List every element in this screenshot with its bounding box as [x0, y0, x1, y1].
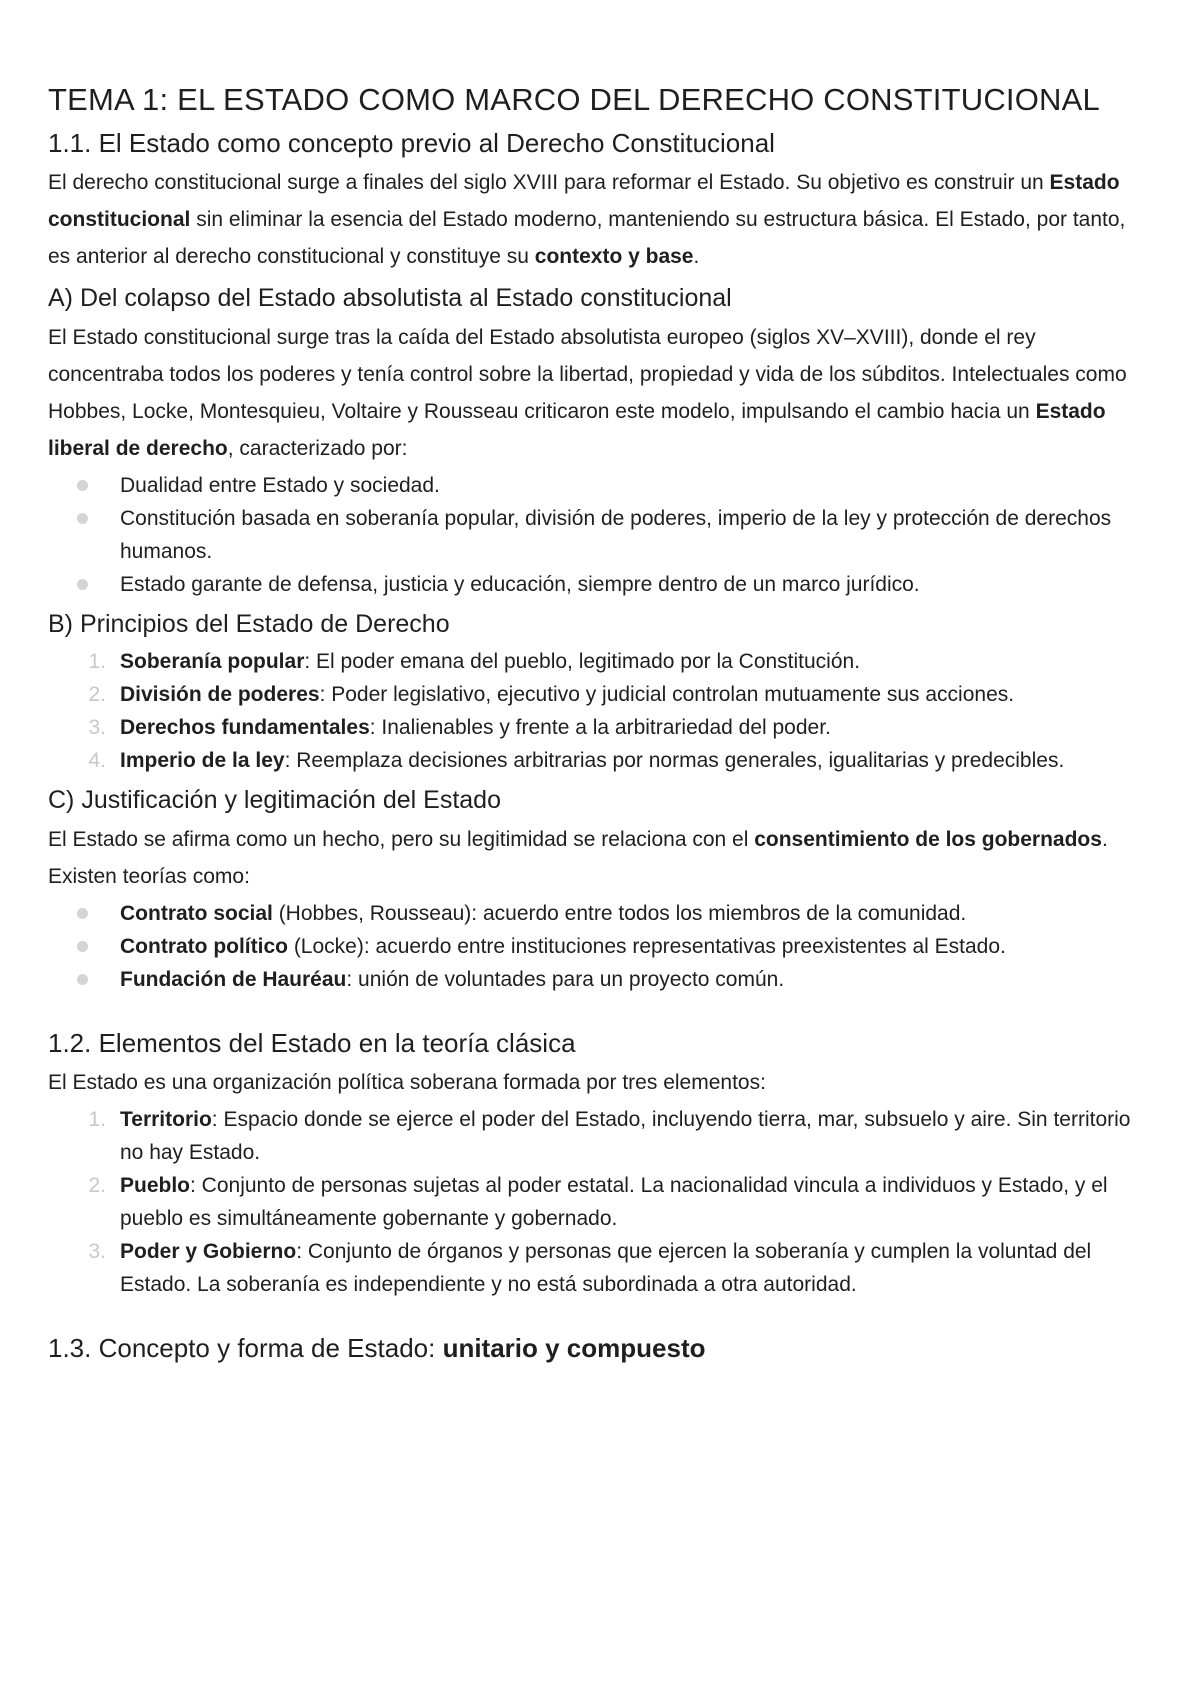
subsection-heading: C) Justificación y legitimación del Estado — [48, 786, 501, 814]
paragraph — [48, 319, 1152, 467]
section-heading: 1.2. Elementos del Estado en la teoría clásica — [48, 1028, 576, 1058]
list-item — [88, 1235, 1152, 1301]
bold-text: consentimiento de los gobernados — [754, 828, 1102, 851]
text: El Estado constitucional surge tras la caída del Estado absolutista europeo (siglos XV–XVIII), donde el rey concentraba todos los poderes y tenía control sobre la libertad, propiedad y vida de los súbditos. Intelectuales como Hobbes, Locke, Montesquieu, Voltaire y Rousseau criticaron este modelo, impulsando el cambio hacia un — [48, 326, 1127, 423]
list-number: 1. — [88, 650, 106, 673]
list-number: 3. — [88, 1240, 106, 1263]
subsection-heading: B) Principios del Estado de Derecho — [48, 610, 450, 638]
list-term: Soberanía popular — [120, 650, 305, 673]
list-term: Poder y Gobierno — [120, 1240, 297, 1263]
list-text: : Reemplaza decisiones arbitrarias por normas generales, igualitarias y predecibles. — [284, 749, 1065, 772]
list-text: : unión de voluntades para un proyecto común. — [346, 968, 785, 991]
text: El derecho constitucional surge a finales del siglo XVIII para reformar el Estado. Su objetivo es construir un — [48, 171, 1050, 194]
list-number: 3. — [88, 716, 106, 739]
list-term: Imperio de la ley — [120, 749, 285, 772]
list-number: 2. — [88, 683, 106, 706]
paragraph — [48, 821, 1152, 895]
list-item: Estado garante de defensa, justicia y educación, siempre dentro de un marco jurídico. — [120, 568, 1152, 601]
heading-bold-text: unitario y compuesto — [442, 1333, 706, 1363]
bullet-list — [48, 469, 1152, 601]
text: sin eliminar la esencia del Estado moderno, manteniendo su estructura básica. El Estado, por tanto, es anterior al derecho constitucional y constituye su — [48, 208, 1126, 268]
subsection-c — [48, 783, 1152, 996]
numbered-list — [48, 645, 1152, 777]
section-1-3 — [48, 1331, 1152, 1365]
list-item: Constitución basada en soberanía popular, división de poderes, imperio de la ley y protección de derechos humanos. — [120, 502, 1152, 568]
document-title: TEMA 1: EL ESTADO COMO MARCO DEL DERECHO CONSTITUCIONAL — [48, 82, 1100, 117]
text: , caracterizado por: — [227, 437, 408, 460]
list-text: : Conjunto de órganos y personas que ejercen la soberanía y cumplen la voluntad del Estado. La soberanía es independiente y no está subordinada a otra autoridad. — [120, 1240, 1092, 1296]
list-text: : Espacio donde se ejerce el poder del Estado, incluyendo tierra, mar, subsuelo y aire. Sin territorio no hay Estado. — [120, 1108, 1131, 1164]
list-item — [120, 963, 1152, 996]
list-text: : El poder emana del pueblo, legitimado por la Constitución. — [304, 650, 861, 673]
list-item — [120, 897, 1152, 930]
list-item — [88, 1169, 1152, 1235]
list-item: Dualidad entre Estado y sociedad. — [120, 469, 1152, 502]
subsection-a — [48, 281, 1152, 601]
text: . — [693, 245, 700, 268]
list-number: 1. — [88, 1108, 106, 1131]
bold-text: contexto y base — [534, 245, 694, 268]
section-1-2 — [48, 1026, 1152, 1301]
section-heading — [48, 1331, 1152, 1365]
numbered-list — [48, 1103, 1152, 1301]
list-item — [120, 930, 1152, 963]
list-text: (Hobbes, Rousseau): acuerdo entre todos los miembros de la comunidad. — [272, 902, 967, 925]
list-item — [88, 711, 1152, 744]
heading-text: 1.3. Concepto y forma de Estado: — [48, 1333, 443, 1363]
list-term: Contrato social — [120, 902, 273, 925]
list-term: Pueblo — [120, 1174, 191, 1197]
list-term: División de poderes — [120, 683, 320, 706]
bold-text: Estado liberal de derecho — [48, 400, 1106, 460]
list-text: : Conjunto de personas sujetas al poder estatal. La nacionalidad vincula a individuos y Estado, y el pueblo es simultáneamente gobernante y gobernado. — [120, 1174, 1108, 1230]
paragraph — [48, 164, 1152, 275]
list-item — [88, 1103, 1152, 1169]
paragraph: El Estado es una organización política soberana formada por tres elementos: — [48, 1071, 766, 1094]
list-item — [88, 645, 1152, 678]
subsection-heading: A) Del colapso del Estado absolutista al Estado constitucional — [48, 284, 732, 312]
text: . Existen teorías como: — [48, 828, 1108, 888]
section-heading: 1.1. El Estado como concepto previo al Derecho Constitucional — [48, 128, 775, 158]
list-term: Derechos fundamentales — [120, 716, 370, 739]
list-item — [88, 678, 1152, 711]
section-1-1 — [48, 126, 1152, 275]
list-text: : Inalienables y frente a la arbitrariedad del poder. — [369, 716, 831, 739]
bullet-list — [48, 897, 1152, 996]
subsection-b — [48, 607, 1152, 777]
bold-text: Estado constitucional — [48, 171, 1120, 231]
text: El Estado se afirma como un hecho, pero su legitimidad se relaciona con el — [48, 828, 755, 851]
list-term: Territorio — [120, 1108, 212, 1131]
list-term: Fundación de Hauréau — [120, 968, 347, 991]
list-text: : Poder legislativo, ejecutivo y judicial controlan mutuamente sus acciones. — [319, 683, 1015, 706]
list-text: (Locke): acuerdo entre instituciones representativas preexistentes al Estado. — [287, 935, 1006, 958]
list-item — [88, 744, 1152, 777]
list-number: 4. — [88, 749, 106, 772]
list-number: 2. — [88, 1174, 106, 1197]
list-term: Contrato político — [120, 935, 288, 958]
